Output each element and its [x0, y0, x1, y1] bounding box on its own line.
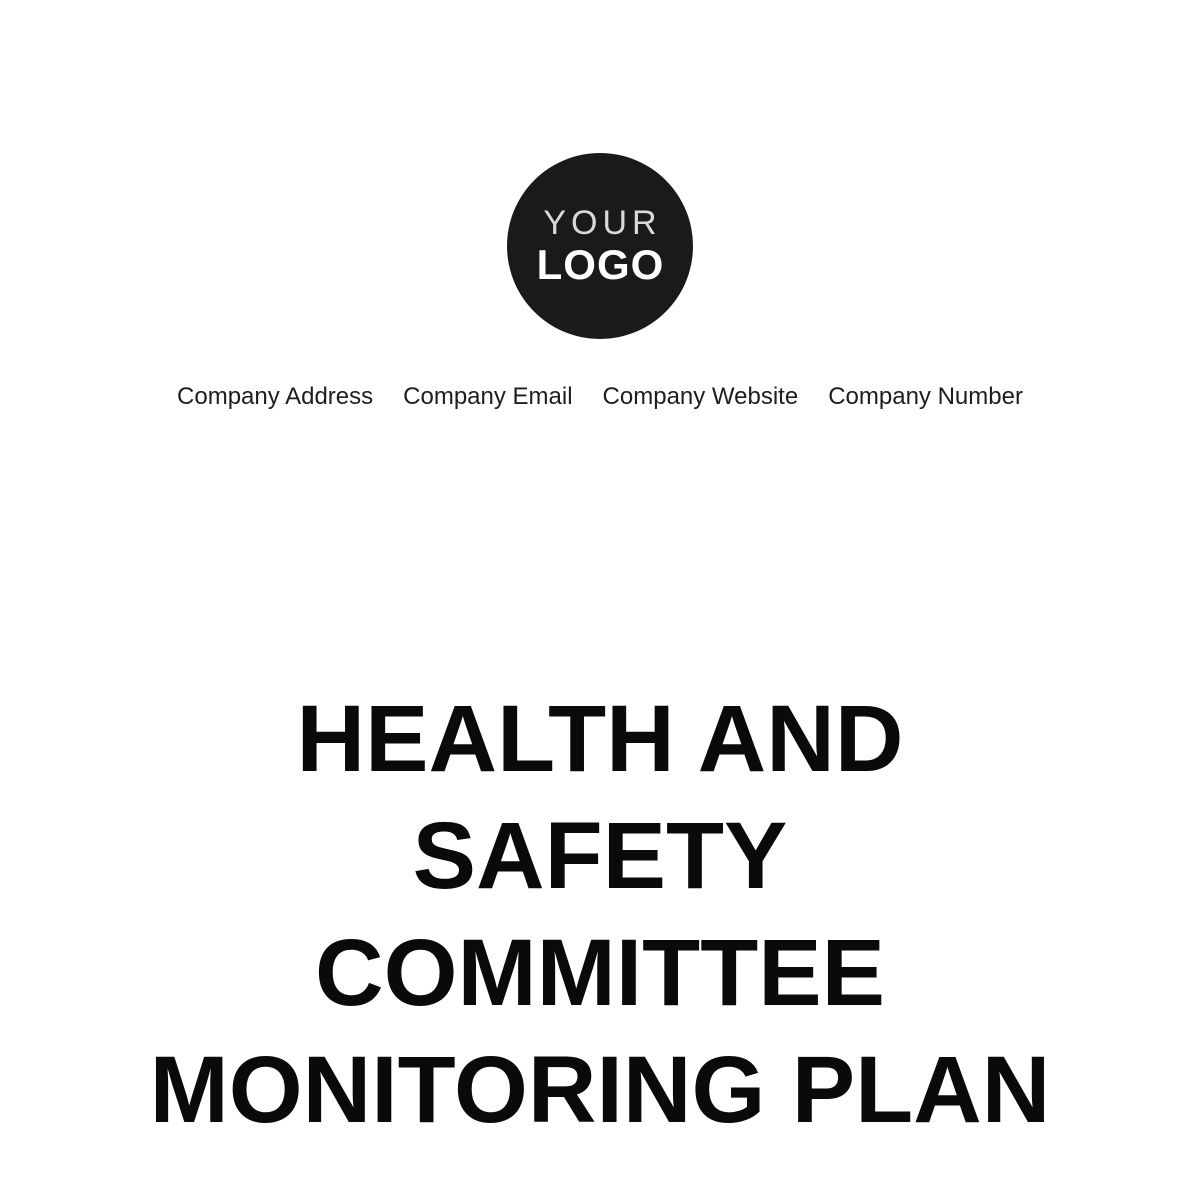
logo-text-logo: LOGO — [536, 241, 665, 288]
document-title — [0, 681, 1200, 1149]
company-info-row — [0, 382, 1200, 412]
logo-text-your: YOUR — [543, 204, 662, 242]
title-line-1: HEALTH AND — [296, 686, 904, 792]
company-logo — [507, 153, 693, 339]
title-line-3: COMMITTEE — [315, 920, 885, 1026]
company-address-text: Company Address — [177, 383, 374, 410]
company-email-text: Company Email — [403, 383, 573, 410]
company-number-text: Company Number — [828, 383, 1023, 410]
company-website-text: Company Website — [602, 383, 799, 410]
title-line-4: MONITORING PLAN — [149, 1037, 1051, 1143]
title-line-2: SAFETY — [412, 803, 788, 909]
